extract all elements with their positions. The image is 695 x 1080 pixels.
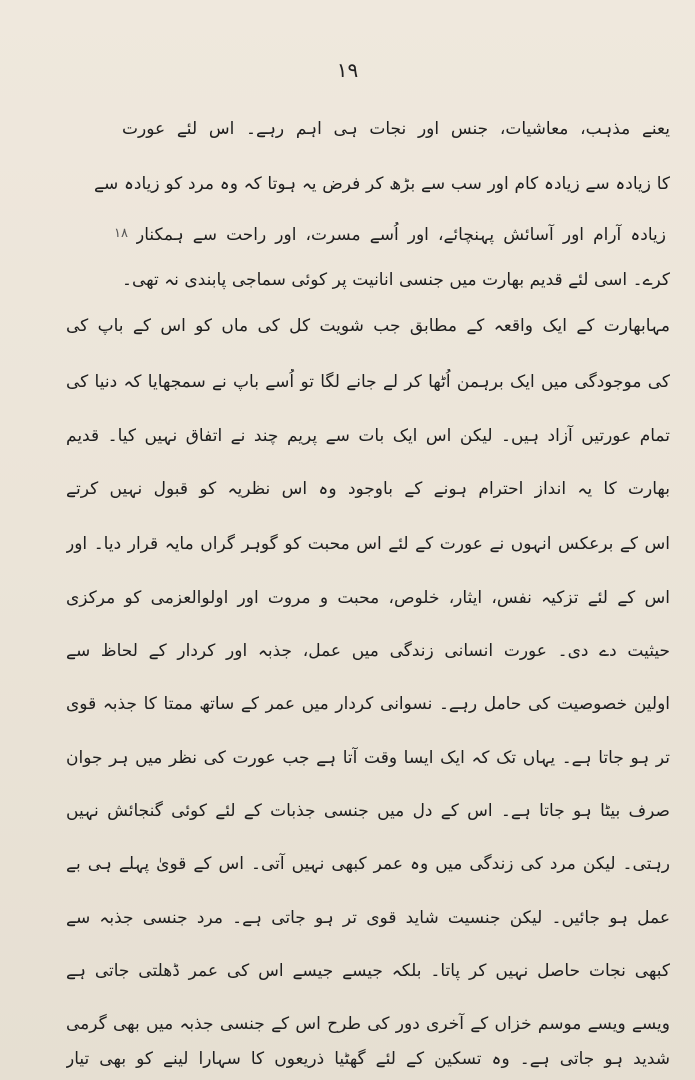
text-line: تر ہو جاتا ہے۔ یہاں تک کہ ایک ایسا وقت آتا ہے جب عورت کی نظر میں ہر جوان: [66, 748, 670, 768]
text-line: مہابھارت کے ایک واقعہ کے مطابق جب شویت کل کی ماں کو اس کے باپ کی: [66, 316, 670, 336]
text-line: زیادہ آرام اور آسائش پہنچائے، اور اُسے مسرت، اور راحت سے ہمکنار: [136, 225, 666, 245]
text-line: کرے۔ اسی لئے قدیم بھارت میں جنسی انانیت پر کوئی سماجی پابندی نہ تھی۔: [122, 270, 670, 290]
text-line: بھارت کا یہ انداز احترام ہونے کے باوجود وہ اس نظریہ کو قبول نہیں کرتے: [66, 479, 670, 499]
text-line: اس کے برعکس انہوں نے عورت کے لئے اس محبت کو گوہر گراں مایہ قرار دیا۔ اور: [66, 534, 670, 554]
margin-annotation: ١٨: [114, 226, 128, 241]
text-line: کا زیادہ سے زیادہ کام اور سب سے بڑھ کر فرض یہ ہوتا کہ وہ مرد کو زیادہ سے: [94, 174, 670, 194]
text-line: ویسے ویسے موسم خزاں کے آخری دور کی طرح اس کے جنسی جذبہ میں بھی گرمی: [66, 1014, 670, 1034]
text-line: کبھی نجات حاصل نہیں کر پاتا۔ بلکہ جیسے جیسے اس کی عمر ڈھلتی جاتی ہے: [66, 961, 670, 981]
text-line: رہتی۔ لیکن مرد کی زندگی میں وہ عمر کبھی نہیں آتی۔ اس کے قویٰ پہلے ہی بے: [66, 854, 670, 874]
text-line: اولین خصوصیت کی حامل رہے۔ نسوانی کردار میں عمر کے ساتھ ممتا کا جذبہ قوی: [66, 694, 670, 714]
page-number: ١٩: [336, 58, 359, 82]
text-line: کی موجودگی میں ایک برہمن اُٹھا کر لے جانے لگا تو اُسے باپ نے سمجھایا کہ دنیا کی: [66, 372, 670, 392]
text-line: یعنے مذہب، معاشیات، جنس اور نجات ہی اہم رہے۔ اس لئے عورت: [122, 119, 670, 139]
text-line: صرف بیٹا ہو جاتا ہے۔ اس کے دل میں جنسی جذبات کے لئے کوئی گنجائش نہیں: [66, 801, 670, 821]
text-line: تمام عورتیں آزاد ہیں۔ لیکن اس ایک بات سے پریم چند نے اتفاق نہیں کیا۔ قدیم: [66, 426, 670, 446]
text-line: شدید ہو جاتی ہے۔ وہ تسکین کے لئے گھٹیا ذریعوں کا سہارا لینے کو بھی تیار: [66, 1049, 670, 1069]
text-line: اس کے لئے تزکیہ نفس، ایثار، خلوص، محبت و مروت اور اولوالعزمی کو مرکزی: [66, 588, 670, 608]
text-line: عمل ہو جائیں۔ لیکن جنسیت شاید قوی تر ہو جاتی ہے۔ مرد جنسی جذبہ سے: [66, 908, 670, 928]
text-line: حیثیت دے دی۔ عورت انسانی زندگی میں عمل، جذبہ اور کردار کے لحاظ سے: [66, 641, 670, 661]
